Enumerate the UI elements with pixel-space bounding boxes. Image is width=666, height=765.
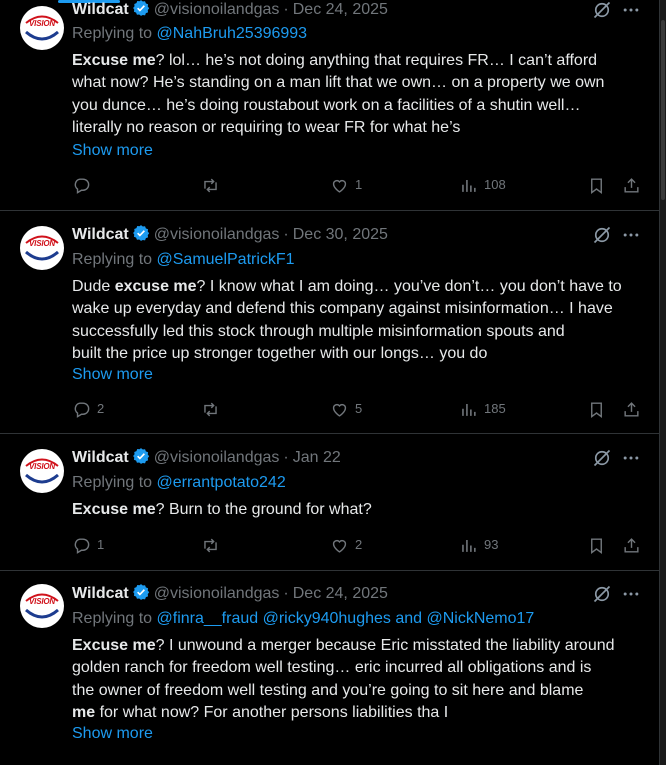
text-line: ? I unwound a merger because Eric misstated the liability around: [155, 637, 615, 654]
view-count: 108: [484, 177, 506, 192]
tweet-date[interactable]: Dec 30, 2025: [292, 226, 388, 243]
tweet-header: [72, 0, 388, 21]
like-icon: [330, 176, 349, 195]
replying-to: [72, 472, 286, 494]
views-button[interactable]: [459, 175, 506, 195]
mention-link[interactable]: @finra__fraud @ricky940hughes and @NickNemo17: [156, 610, 535, 627]
text-line: for what now? For another persons liabilities tha I: [95, 704, 449, 722]
display-name[interactable]: Wildcat: [72, 449, 129, 466]
text-line: the owner of freedom well testing and you’re going to sit here and blame: [72, 681, 584, 699]
bookmark-button[interactable]: [587, 175, 606, 195]
tweet-header: [72, 447, 341, 469]
user-handle[interactable]: @visionoilandgas: [153, 1, 280, 18]
tweet-1[interactable]: [0, 0, 659, 211]
reply-button[interactable]: [72, 535, 104, 555]
tweet-text: [72, 276, 647, 366]
bookmark-icon: [587, 536, 606, 555]
like-icon: [330, 536, 349, 555]
verified-badge-icon: [132, 447, 150, 465]
like-count: 2: [355, 537, 363, 552]
more-icon[interactable]: [621, 584, 641, 604]
tweet-text: [72, 499, 647, 521]
like-icon: [330, 400, 349, 419]
grok-icon[interactable]: [592, 448, 612, 468]
show-more-link[interactable]: Show more: [72, 142, 153, 159]
avatar-logo-text: VISION: [29, 462, 55, 471]
verified-badge-icon: [132, 583, 150, 601]
tweet-header: [72, 224, 388, 246]
bold-text: Excuse me: [72, 501, 156, 518]
replying-to: [72, 23, 307, 45]
bold-text: excuse me: [114, 278, 197, 295]
reply-count: 1: [97, 537, 105, 552]
avatar[interactable]: [20, 226, 64, 270]
reply-icon: [72, 400, 91, 419]
repost-icon: [201, 400, 220, 419]
repost-icon: [201, 536, 220, 555]
separator-dot: ·: [283, 1, 289, 18]
replying-to: [72, 249, 295, 271]
text-line: golden ranch for freedom well testing… eric incurred all obligations and is: [72, 659, 592, 677]
repost-button[interactable]: [201, 175, 226, 195]
user-handle[interactable]: @visionoilandgas: [153, 585, 280, 602]
view-count: 185: [484, 401, 506, 416]
scrollbar[interactable]: [660, 0, 666, 765]
bookmark-button[interactable]: [587, 399, 606, 419]
reply-button[interactable]: [72, 399, 104, 419]
text-pre: Dude: [72, 278, 115, 295]
avatar-logo-text: VISION: [29, 597, 55, 606]
separator-dot: ·: [283, 585, 289, 602]
bold-text: me: [72, 704, 96, 722]
avatar[interactable]: [20, 449, 64, 493]
separator-dot: ·: [283, 449, 289, 466]
share-button[interactable]: [622, 535, 641, 555]
grok-icon[interactable]: [592, 0, 612, 20]
like-count: 1: [355, 177, 363, 192]
text-line: ? I know what I am doing… you’ve don’t… you don’t have to: [196, 278, 622, 295]
mention-link[interactable]: @SamuelPatrickF1: [156, 251, 295, 268]
share-icon: [622, 536, 641, 555]
share-icon: [622, 176, 641, 195]
views-icon: [459, 536, 478, 555]
replying-to-label: Replying to: [72, 610, 153, 627]
tweet-header: [72, 583, 388, 605]
tweet-text: [72, 50, 647, 140]
bookmark-button[interactable]: [587, 535, 606, 555]
tweet-3[interactable]: [0, 434, 659, 571]
show-more-link[interactable]: Show more: [72, 725, 153, 742]
tweet-date[interactable]: Dec 24, 2025: [292, 585, 388, 602]
share-button[interactable]: [622, 175, 641, 195]
bookmark-icon: [587, 176, 606, 195]
grok-icon[interactable]: [592, 584, 612, 604]
avatar-logo-text: VISION: [29, 19, 55, 28]
reply-count: 2: [97, 401, 105, 416]
text-line: ? lol… he’s not doing anything that requires FR… I can’t afford: [155, 52, 598, 69]
scrollbar-thumb[interactable]: [661, 20, 665, 200]
repost-icon: [201, 176, 220, 195]
tweet-date[interactable]: Jan 22: [292, 449, 341, 466]
bookmark-icon: [587, 400, 606, 419]
display-name[interactable]: Wildcat: [72, 226, 129, 243]
replying-to: [72, 608, 534, 630]
bold-text: Excuse me: [72, 52, 156, 69]
replying-to-label: Replying to: [72, 474, 153, 491]
separator-dot: ·: [283, 226, 289, 243]
like-button[interactable]: [330, 535, 362, 555]
text-line: literally no reason or requiring to wear FR for what he’s: [72, 119, 461, 137]
mention-link[interactable]: @errantpotato242: [156, 474, 286, 491]
more-icon[interactable]: [621, 0, 641, 20]
reply-button[interactable]: [72, 175, 97, 195]
repost-button[interactable]: [201, 399, 226, 419]
like-button[interactable]: [330, 175, 362, 195]
bold-text: Excuse me: [72, 637, 156, 654]
tweet-4[interactable]: [0, 571, 659, 765]
user-handle[interactable]: @visionoilandgas: [153, 449, 280, 466]
like-button[interactable]: [330, 399, 362, 419]
share-button[interactable]: [622, 399, 641, 419]
avatar[interactable]: [20, 584, 64, 628]
text-line: ? Burn to the ground for what?: [155, 501, 372, 518]
user-handle[interactable]: @visionoilandgas: [153, 226, 280, 243]
text-line: successfully led this stock through multiple misinformation spouts and: [72, 322, 565, 340]
text-line: what now? He’s standing on a man lift that we own… on a property we own: [72, 74, 605, 92]
views-button[interactable]: [459, 399, 506, 419]
tweet-date[interactable]: Dec 24, 2025: [292, 1, 388, 18]
text-line: you dunce… he’s doing roustabout work on a facilities of a shutin well…: [72, 96, 581, 114]
mention-link[interactable]: @NahBruh25396993: [156, 25, 308, 42]
grok-icon[interactable]: [592, 225, 612, 245]
avatar-logo-text: VISION: [29, 239, 55, 248]
reply-icon: [72, 176, 91, 195]
text-line: wake up everyday and defend this company against misinformation… I have: [72, 300, 613, 318]
display-name[interactable]: Wildcat: [72, 585, 129, 602]
verified-badge-icon: [132, 0, 150, 17]
show-more-link[interactable]: Show more: [72, 366, 153, 383]
display-name[interactable]: Wildcat: [72, 1, 129, 18]
tweet-2[interactable]: [0, 211, 659, 434]
views-icon: [459, 400, 478, 419]
replying-to-label: Replying to: [72, 251, 153, 268]
text-line: built the price up stronger together with our longs… you do: [72, 345, 488, 363]
share-icon: [622, 400, 641, 419]
tweet-text: [72, 635, 647, 725]
like-count: 5: [355, 401, 363, 416]
views-icon: [459, 176, 478, 195]
view-count: 93: [484, 537, 499, 552]
avatar[interactable]: [20, 6, 64, 50]
verified-badge-icon: [132, 224, 150, 242]
more-icon[interactable]: [621, 225, 641, 245]
more-icon[interactable]: [621, 448, 641, 468]
repost-button[interactable]: [201, 535, 226, 555]
reply-icon: [72, 536, 91, 555]
replying-to-label: Replying to: [72, 25, 153, 42]
views-button[interactable]: [459, 535, 498, 555]
